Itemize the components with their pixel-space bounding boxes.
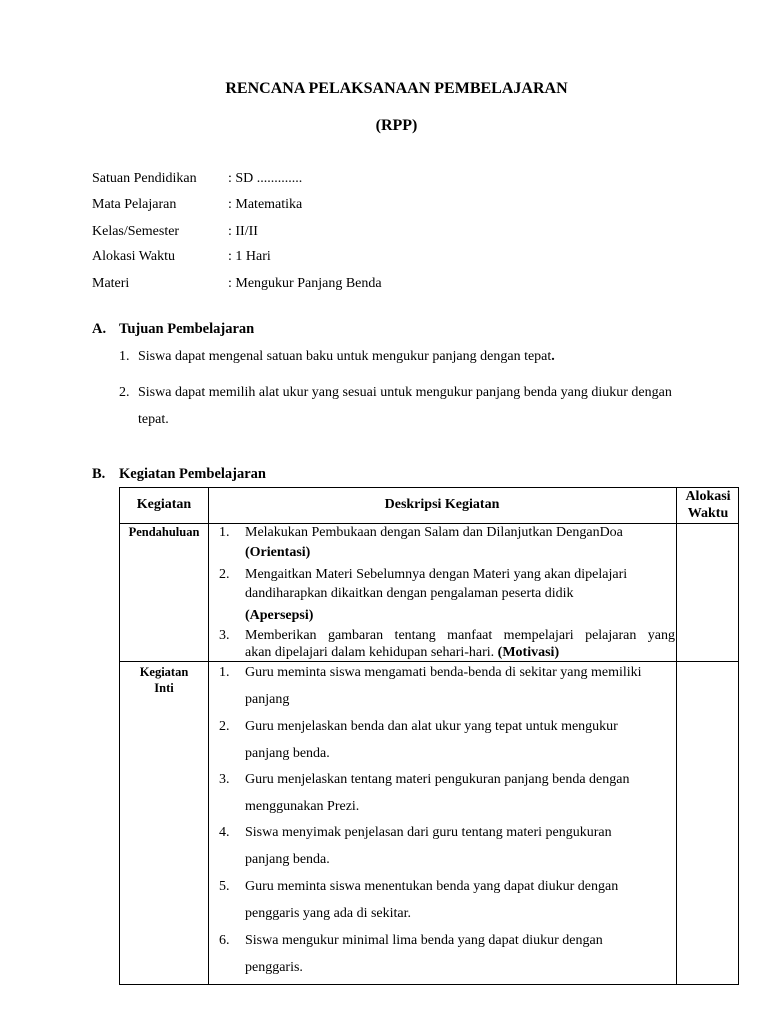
identity-value: : Matematika <box>228 197 303 212</box>
goal-text-line: Siswa dapat memilih alat ukur yang sesuai untuk mengukur panjang benda yang diukur dengan <box>138 385 672 400</box>
item-text: Guru menjelaskan benda dan alat ukur yang tepat untuk mengukur <box>245 719 618 734</box>
item-text: menggunakan Prezi. <box>245 799 360 814</box>
goal-text <box>138 343 718 370</box>
item-tag: (Motivasi) <box>497 645 560 660</box>
item-number: 2. <box>219 567 230 582</box>
item-number: 1. <box>219 525 230 540</box>
goal-text <box>138 379 718 433</box>
header-alokasi <box>676 488 740 522</box>
document-subtitle: (RPP) <box>375 117 418 134</box>
identity-label: Alokasi Waktu <box>92 249 175 264</box>
header-kegiatan: Kegiatan <box>136 497 192 512</box>
row-label-line: Inti <box>154 681 174 695</box>
table-row-divider <box>120 661 738 662</box>
item-text: panjang <box>245 692 290 707</box>
identity-label: Satuan Pendidikan <box>92 171 197 186</box>
item-text: panjang benda. <box>245 746 330 761</box>
header-deskripsi: Deskripsi Kegiatan <box>384 497 500 512</box>
item-number: 6. <box>219 933 230 948</box>
item-text: penggaris. <box>245 960 303 975</box>
identity-label: Materi <box>92 276 130 291</box>
goal-text-body: Siswa dapat mengenal satuan baku untuk mengukur panjang dengan tepat <box>138 349 552 364</box>
item-text: Siswa mengukur minimal lima benda yang dapat diukur dengan <box>245 933 603 948</box>
goal-number: 1. <box>119 349 130 364</box>
item-text: Guru meminta siswa menentukan benda yang dapat diukur dengan <box>245 879 619 894</box>
item-number: 4. <box>219 825 230 840</box>
section-a-letter: A. <box>92 321 107 337</box>
identity-value: : 1 Hari <box>228 249 271 264</box>
header-alokasi-line: Waktu <box>687 506 729 521</box>
goal-number: 2. <box>119 385 130 400</box>
goal-text-line: tepat. <box>138 412 169 427</box>
item-text: Guru menjelaskan tentang materi pengukuran panjang benda dengan <box>245 772 630 787</box>
row-label-inti <box>120 664 208 696</box>
item-text: Guru meminta siswa mengamati benda-benda di sekitar yang memiliki <box>245 665 642 680</box>
table-col-divider <box>676 488 677 984</box>
item-number: 2. <box>219 719 230 734</box>
item-text: penggaris yang ada di sekitar. <box>245 906 412 921</box>
item-text: Siswa menyimak penjelasan dari guru tentang materi pengukuran <box>245 825 612 840</box>
activities-table <box>119 487 739 985</box>
item-tag: (Apersepsi) <box>245 608 314 623</box>
item-text: panjang benda. <box>245 852 330 867</box>
item-number: 1. <box>219 665 230 680</box>
identity-value: : SD ............. <box>228 171 303 186</box>
goal-text-end: . <box>551 349 555 364</box>
header-alokasi-line: Alokasi <box>685 489 731 504</box>
item-text: Mengaitkan Materi Sebelumnya dengan Materi yang akan dipelajari <box>245 567 628 582</box>
section-b-letter: B. <box>92 466 106 482</box>
item-number: 3. <box>219 772 230 787</box>
item-tag: (Orientasi) <box>245 545 311 560</box>
table-row-divider <box>120 523 738 524</box>
identity-label: Mata Pelajaran <box>92 197 177 212</box>
item-text: dandiharapkan dikaitkan dengan pengalaman peserta didik <box>245 586 574 601</box>
identity-label: Kelas/Semester <box>92 224 180 239</box>
table-col-divider <box>208 488 209 984</box>
item-text-body: akan dipelajari dalam kehidupan sehari-hari. <box>245 645 495 660</box>
item-number: 5. <box>219 879 230 894</box>
document-title: RENCANA PELAKSANAAN PEMBELAJARAN <box>225 80 568 97</box>
row-label-line: Kegiatan <box>139 665 189 679</box>
section-b-title: Kegiatan Pembelajaran <box>119 466 266 482</box>
section-a-title: Tujuan Pembelajaran <box>119 321 255 337</box>
item-text: Melakukan Pembukaan dengan Salam dan Dilanjutkan DenganDoa <box>245 525 623 540</box>
identity-value: : Mengukur Panjang Benda <box>228 276 382 291</box>
item-number: 3. <box>219 628 230 643</box>
row-label-pendahuluan: Pendahuluan <box>128 525 200 539</box>
identity-value: : II/II <box>228 224 258 239</box>
item-text <box>245 645 559 661</box>
item-text: Memberikan gambaran tentang manfaat mempelajari pelajaran yang <box>245 628 675 643</box>
